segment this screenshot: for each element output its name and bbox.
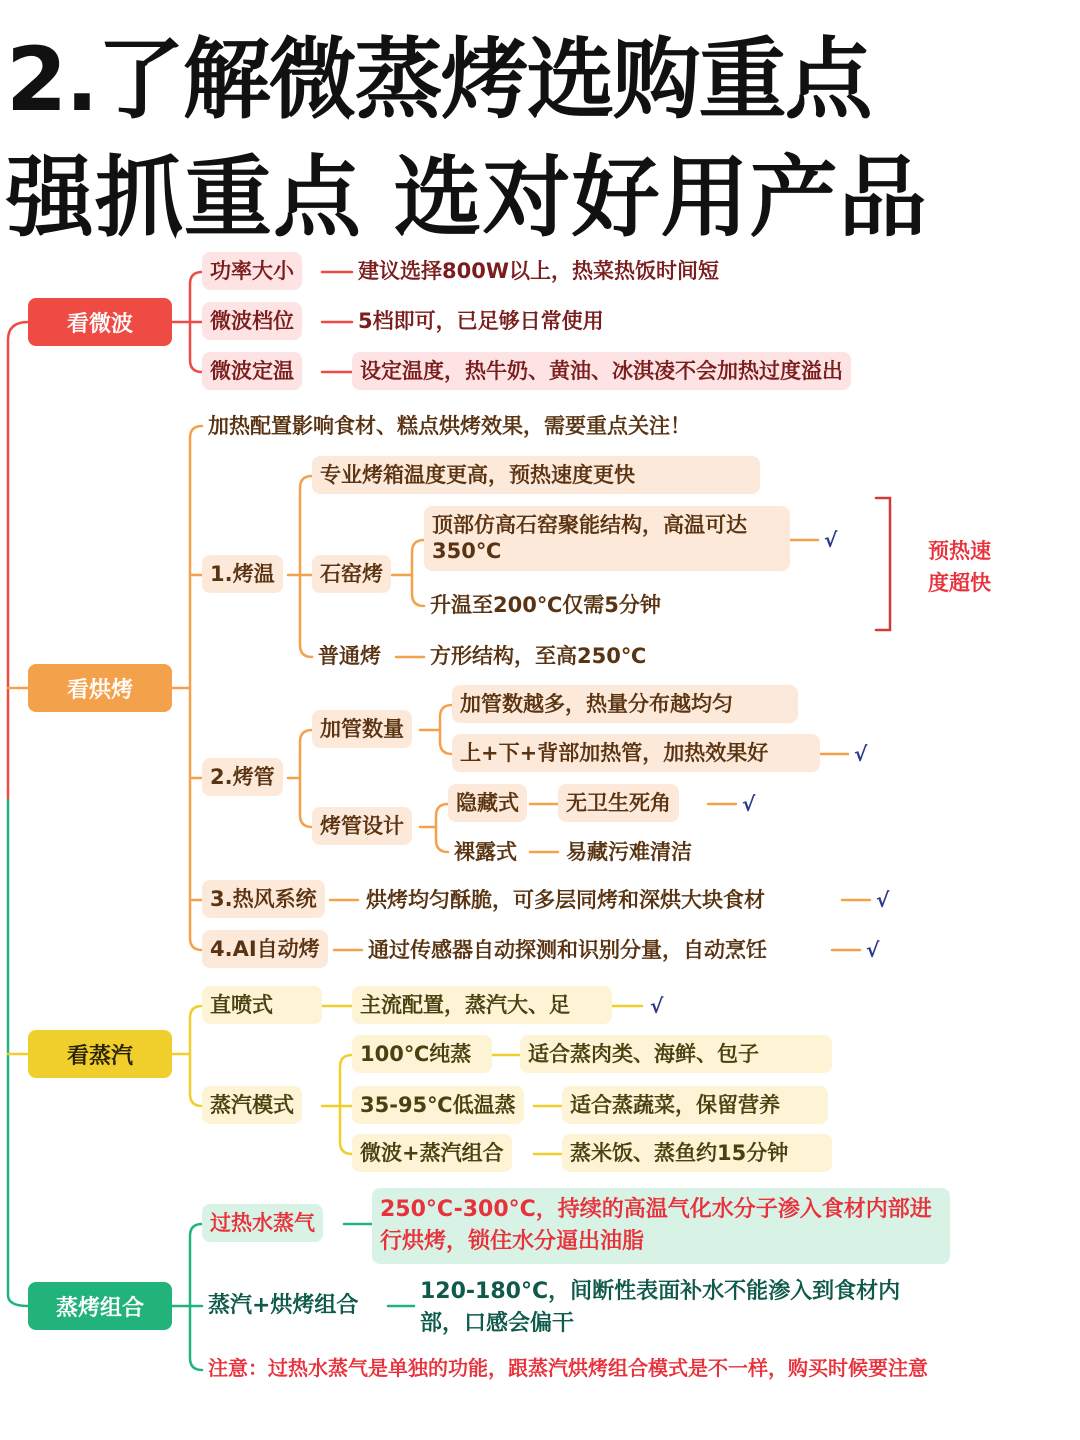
bake-tube-design: 烤管设计 bbox=[312, 807, 412, 845]
bake-tube-label: 2.烤管 bbox=[202, 758, 283, 796]
bake-ai: 4.AI自动烤 bbox=[202, 930, 328, 968]
steam-mode-low: 35-95℃低温蒸 bbox=[352, 1086, 524, 1124]
bake-hot-air: 3.热风系统 bbox=[202, 880, 325, 918]
bake-temp-pro: 专业烤箱温度更高，预热速度更快 bbox=[312, 456, 760, 494]
steam-direct: 直喷式 bbox=[202, 986, 322, 1024]
bake-intro: 加热配置影响食材、糕点烘烤效果，需要重点关注！ bbox=[208, 414, 691, 438]
check-mark-tube-hidden: √ bbox=[742, 792, 756, 816]
bake-temp-stone-desc-2: 升温至200℃仅需5分钟 bbox=[430, 593, 661, 617]
bake-tube-hidden: 隐藏式 bbox=[448, 784, 527, 822]
bake-temp-normal-desc: 方形结构，至高250℃ bbox=[430, 644, 647, 668]
title-line-1: 2.了解微蒸烤选购重点 bbox=[6, 28, 871, 131]
category-steam-label: 看蒸汽 bbox=[66, 1043, 133, 1069]
steam-direct-desc: 主流配置，蒸汽大、足 bbox=[352, 986, 612, 1024]
category-combo-label: 蒸烤组合 bbox=[55, 1295, 144, 1321]
steam-mode-pure: 100℃纯蒸 bbox=[352, 1035, 492, 1073]
bake-tube-count-desc-1: 加管数越多，热量分布越均匀 bbox=[452, 685, 798, 723]
steam-mode: 蒸汽模式 bbox=[202, 1086, 302, 1124]
check-mark-tube-count: √ bbox=[854, 742, 868, 766]
bake-hot-air-desc: 烘烤均匀酥脆，可多层同烤和深烘大块食材 bbox=[366, 888, 765, 912]
combo-steam-bake-desc: 120-180°C，间断性表面补水不能渗入到食材内部，口感会偏干 bbox=[420, 1279, 901, 1336]
category-microwave bbox=[28, 298, 172, 346]
steam-mode-combo: 微波+蒸汽组合 bbox=[352, 1134, 512, 1172]
title-line-2: 强抓重点 选对好用产品 bbox=[6, 146, 928, 249]
bake-temp-stone-desc-1: 顶部仿高石窑聚能结构，高温可达350℃ bbox=[424, 506, 790, 571]
microwave-item-temp-desc: 设定温度，热牛奶、黄油、冰淇凌不会加热过度溢出 bbox=[352, 352, 851, 390]
steam-mode-combo-desc: 蒸米饭、蒸鱼约15分钟 bbox=[562, 1134, 832, 1172]
category-microwave-label: 看微波 bbox=[66, 311, 133, 337]
category-bake-label: 看烘烤 bbox=[66, 677, 133, 703]
steam-mode-pure-desc: 适合蒸肉类、海鲜、包子 bbox=[520, 1035, 832, 1073]
bake-temp-note: 预热速度超快 bbox=[928, 539, 991, 595]
bake-tube-hidden-desc: 无卫生死角 bbox=[558, 784, 679, 822]
bake-ai-desc: 通过传感器自动探测和识别分量，自动烹饪 bbox=[368, 938, 767, 962]
steam-mode-low-desc: 适合蒸蔬菜，保留营养 bbox=[562, 1086, 828, 1124]
bake-tube-count-desc-2: 上+下+背部加热管，加热效果好 bbox=[452, 734, 820, 772]
microwave-item-levels: 微波档位 bbox=[202, 302, 302, 340]
combo-superheated: 过热水蒸气 bbox=[202, 1204, 323, 1242]
category-steam bbox=[28, 1030, 172, 1078]
check-mark-hot-air: √ bbox=[876, 888, 890, 912]
bake-tube-exposed-desc: 易藏污难清洁 bbox=[566, 840, 692, 864]
check-mark-stone: √ bbox=[824, 528, 838, 552]
combo-superheated-desc: 250°C-300°C，持续的高温气化水分子渗入食材内部进行烘烤，锁住水分逼出油脂 bbox=[372, 1188, 950, 1264]
bake-temp-label: 1.烤温 bbox=[202, 555, 283, 593]
check-mark-ai: √ bbox=[866, 938, 880, 962]
bake-tube-count: 加管数量 bbox=[312, 710, 412, 748]
bake-temp-normal: 普通烤 bbox=[318, 644, 381, 668]
microwave-item-temp: 微波定温 bbox=[202, 352, 302, 390]
check-mark-direct: √ bbox=[650, 994, 664, 1018]
bake-temp-stone: 石窑烤 bbox=[312, 555, 391, 593]
microwave-item-power: 功率大小 bbox=[202, 252, 302, 290]
combo-steam-bake: 蒸汽+烘烤组合 bbox=[208, 1293, 359, 1318]
category-bake bbox=[28, 664, 172, 712]
combo-note: 注意：过热水蒸气是单独的功能，跟蒸汽烘烤组合模式是不一样，购买时候要注意 bbox=[208, 1356, 928, 1380]
bake-tube-exposed: 裸露式 bbox=[454, 840, 517, 864]
microwave-item-levels-desc: 5档即可，已足够日常使用 bbox=[358, 309, 604, 333]
microwave-item-power-desc: 建议选择800W以上，热菜热饭时间短 bbox=[358, 259, 719, 283]
category-combo bbox=[28, 1282, 172, 1330]
